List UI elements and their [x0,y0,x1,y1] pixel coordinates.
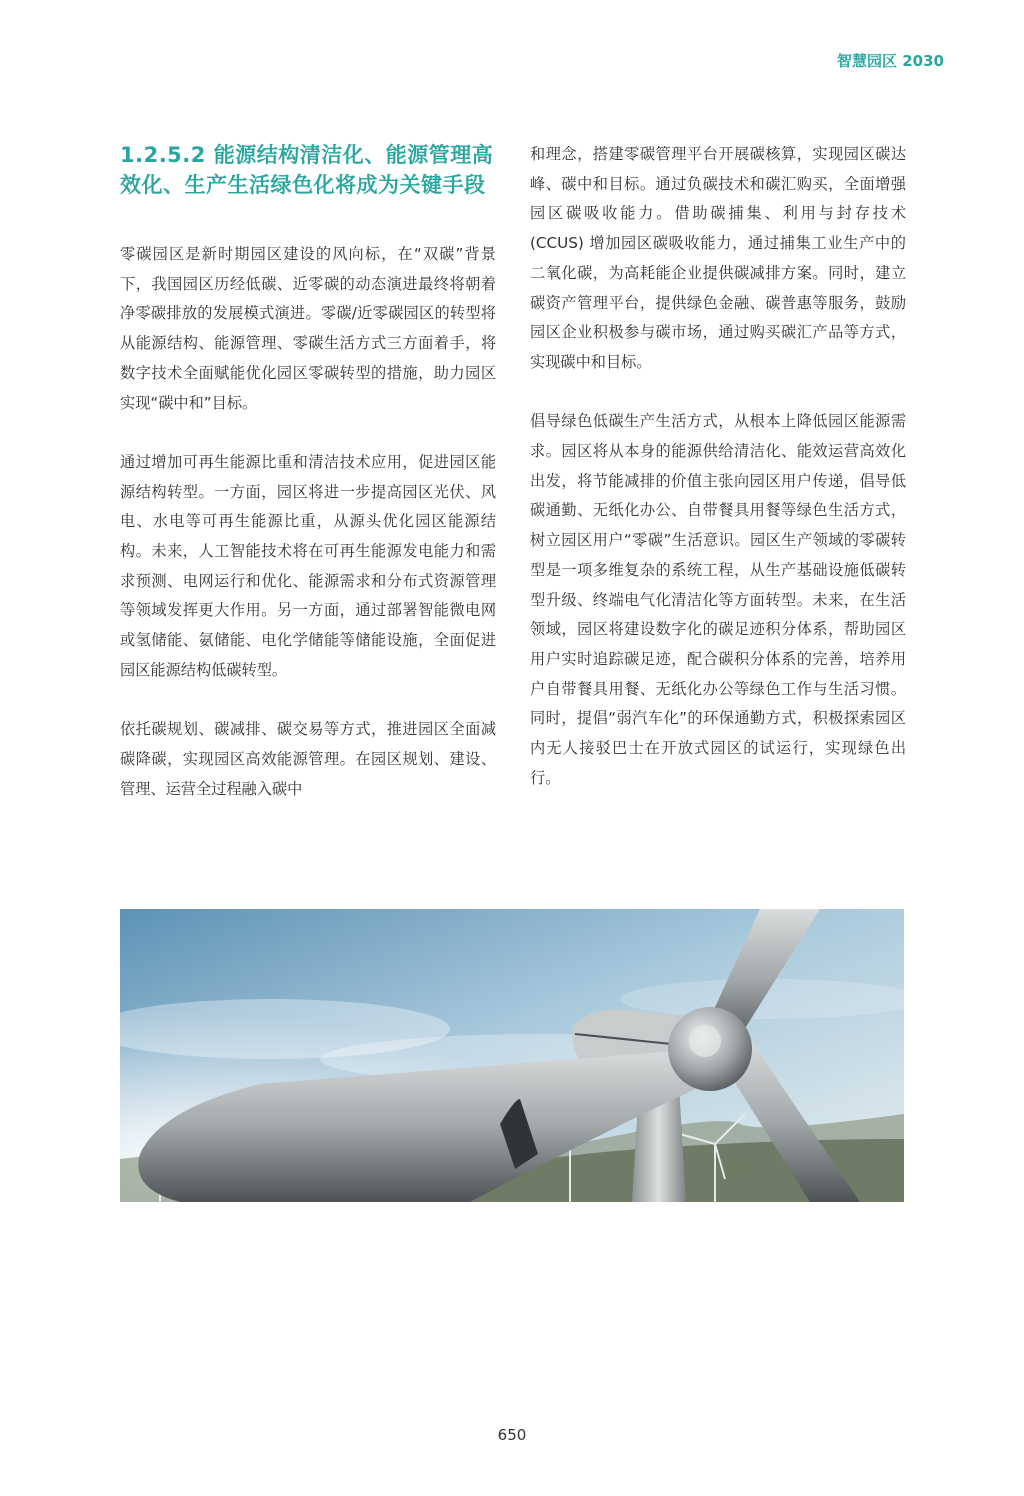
page-number: 650 [497,1426,527,1444]
right-column [530,140,906,823]
paragraph-energy-management: 依托碳规划、碳减排、碳交易等方式，推进园区全面减碳降碳，实现园区高效能源管理。在园区规划、建设、管理、运营全过程融入碳中 [120,720,496,798]
section-heading: 1.2.5.2 能源结构清洁化、能源管理高效化、生产生活绿色化将成为关键手段 [120,143,494,197]
paragraph-intro: 零碳园区是新时期园区建设的风向标，在“双碳”背景下，我国园区历经低碳、近零碳的动态演进最终将朝着净零碳排放的发展模式演进。零碳/近零碳园区的转型将从能源结构、能源管理、零碳生活方式三方面着手，将数字技术全面赋能优化园区零碳转型的措施，助力园区实现“碳中和”目标。 [120,245,496,412]
paragraph-green-lifestyle: 倡导绿色低碳生产生活方式，从根本上降低园区能源需求。园区将从本身的能源供给清洁化、能效运营高效化出发，将节能减排的价值主张向园区用户传递，倡导低碳通勤、无纸化办公、自带餐具用餐等绿色生活方式，树立园区用户“零碳”生活意识。园区生产领域的零碳转型是一项多维复杂的系统工程，从生产基础设施低碳转型升级、终端电气化清洁化等方面转型。未来，在生活领域，园区将建设数字化的碳足迹积分体系，帮助园区用户实时追踪碳足迹，配合碳积分体系的完善，培养用户自带餐具用餐、无纸化办公等绿色工作与生活习惯。同时，提倡“弱汽车化”的环保通勤方式，积极探索园区内无人接驳巴士在开放式园区的试运行，实现绿色出行。 [530,412,906,787]
paragraph-energy-management-cont: 和理念，搭建零碳管理平台开展碳核算，实现园区碳达峰、碳中和目标。通过负碳技术和碳汇购买，全面增强园区碳吸收能力。借助碳捕集、利用与封存技术 (CCUS) 增加园区碳吸收能力，通过捕集工业生产中的二氧化碳，为高耗能企业提供碳减排方案。同时，建立碳资产管理平台，提供绿色金融、碳普惠等服务，鼓励园区企业积极参与碳市场，通过购买碳汇产品等方式，实现碳中和目标。 [530,145,906,371]
wind-turbine-photo [120,909,904,1202]
left-column [120,140,496,834]
running-header: 智慧园区 2030 [837,52,944,70]
paragraph-energy-structure: 通过增加可再生能源比重和清洁技术应用，促进园区能源结构转型。一方面，园区将进一步提高园区光伏、风电、水电等可再生能源比重，从源头优化园区能源结构。未来，人工智能技术将在可再生能源发电能力和需求预测、电网运行和优化、能源需求和分布式资源管理等领域发挥更大作用。另一方面，通过部署智能微电网或氢储能、氨储能、电化学储能等储能设施，全面促进园区能源结构低碳转型。 [120,452,496,679]
